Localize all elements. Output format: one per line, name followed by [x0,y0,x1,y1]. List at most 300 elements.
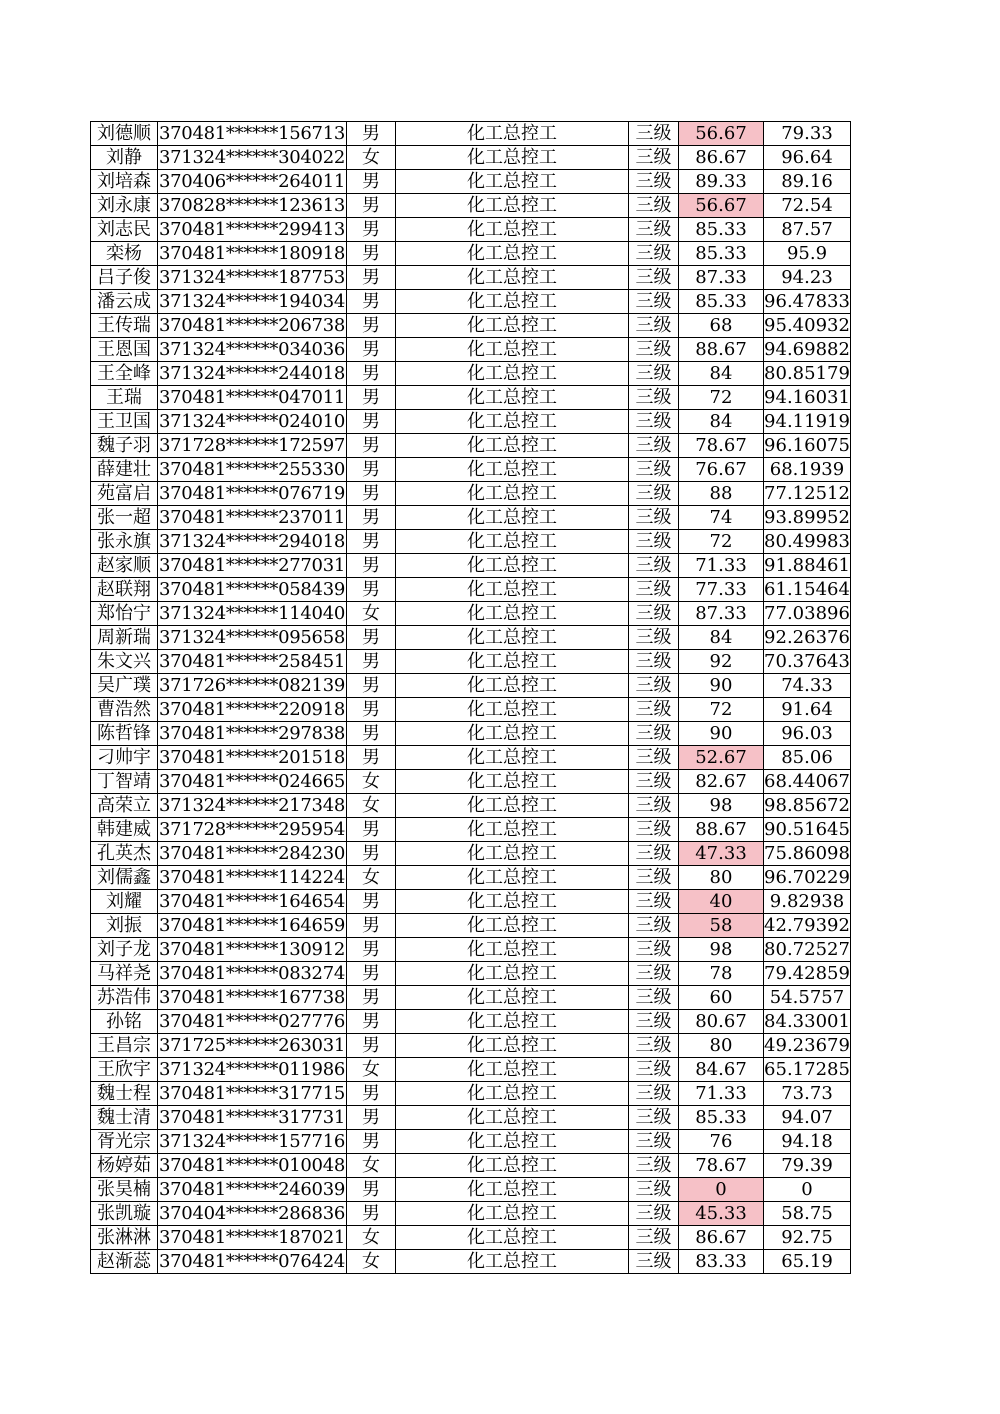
cell-name: 曹浩然 [91,698,158,722]
cell-id-number: 370481******299413 [158,218,346,240]
table-row [91,1226,851,1250]
table-row [91,554,851,578]
cell-name: 张一超 [91,506,158,530]
cell-theory-score: 76 [679,1130,764,1154]
cell-name: 刘永康 [91,194,158,218]
cell-practical-score: 85.06 [764,746,851,770]
cell-practical-score: 0 [764,1178,851,1202]
cell-occupation: 化工总控工 [396,362,629,386]
cell-theory-score: 85.33 [679,218,764,242]
cell-level: 三级 [629,1202,679,1226]
cell-gender: 男 [347,554,396,578]
table-row [91,1154,851,1178]
cell-gender: 男 [347,362,396,386]
table-row [91,938,851,962]
cell-id-number: 370481******246039 [158,1178,346,1200]
cell-gender: 男 [347,122,396,146]
cell-id-number: 370481******114224 [158,866,346,888]
cell-gender: 男 [347,290,396,314]
cell-id-number: 370481******027776 [158,1010,346,1032]
cell-gender: 男 [347,1178,396,1202]
cell-occupation: 化工总控工 [396,266,629,290]
cell-level: 三级 [629,794,679,818]
cell-theory-score: 68 [679,314,764,338]
cell-level: 三级 [629,338,679,362]
cell-gender: 男 [347,842,396,866]
cell-practical-score: 96.47833 [764,290,850,312]
cell-practical-score: 94.16031 [764,386,850,408]
cell-practical-score: 80.85179 [764,362,850,384]
cell-level: 三级 [629,1178,679,1202]
cell-occupation: 化工总控工 [396,602,629,626]
cell-theory-score: 92 [679,650,764,674]
table-row [91,1034,851,1058]
cell-id-number: 370481******255330 [158,458,346,480]
cell-occupation: 化工总控工 [396,650,629,674]
cell-gender: 男 [347,722,396,746]
cell-gender: 男 [347,314,396,338]
cell-theory-score: 80.67 [679,1010,764,1034]
cell-gender: 女 [347,1226,396,1250]
table-row [91,1178,851,1202]
cell-theory-score: 72 [679,386,764,410]
cell-practical-score: 96.16075 [764,434,850,456]
cell-name: 张凯璇 [91,1202,158,1226]
cell-id-number: 370481******058439 [158,578,346,600]
cell-theory-score: 82.67 [679,770,764,794]
score-table [90,121,851,1274]
cell-theory-score: 84 [679,362,764,386]
cell-gender: 男 [347,266,396,290]
cell-gender: 男 [347,938,396,962]
table-row [91,698,851,722]
cell-name: 刘耀 [91,890,158,914]
table-row [91,986,851,1010]
table-row [91,338,851,362]
table-row [91,362,851,386]
cell-id-number: 370481******201518 [158,746,346,768]
cell-gender: 女 [347,1058,396,1082]
cell-level: 三级 [629,722,679,746]
cell-gender: 男 [347,674,396,698]
cell-gender: 男 [347,962,396,986]
cell-gender: 男 [347,170,396,194]
cell-theory-score: 52.67 [679,746,764,770]
cell-name: 王瑞 [91,386,158,410]
cell-level: 三级 [629,1106,679,1130]
cell-practical-score: 54.5757 [764,986,851,1010]
cell-level: 三级 [629,1010,679,1034]
cell-practical-score: 93.89952 [764,506,850,528]
cell-id-number: 370481******284230 [158,842,346,864]
cell-practical-score: 61.15464 [764,578,850,600]
cell-gender: 男 [347,506,396,530]
table-row [91,962,851,986]
cell-id-number: 371324******034036 [158,338,346,360]
cell-practical-score: 91.88461 [764,554,850,576]
table-row [91,770,851,794]
cell-occupation: 化工总控工 [396,458,629,482]
cell-practical-score: 89.16 [764,170,851,194]
cell-practical-score: 77.03896 [764,602,850,624]
cell-id-number: 371324******194034 [158,290,346,312]
cell-occupation: 化工总控工 [396,338,629,362]
cell-level: 三级 [629,146,679,170]
cell-id-number: 371728******295954 [158,818,346,840]
cell-theory-score: 98 [679,938,764,962]
cell-name: 郑怡宁 [91,602,158,626]
table-row [91,122,851,146]
cell-occupation: 化工总控工 [396,1130,629,1154]
cell-name: 高荣立 [91,794,158,818]
cell-practical-score: 94.69882 [764,338,850,360]
cell-level: 三级 [629,290,679,314]
cell-practical-score: 95.9 [764,242,851,266]
table-row [91,626,851,650]
cell-level: 三级 [629,122,679,146]
cell-theory-score: 85.33 [679,1106,764,1130]
cell-occupation: 化工总控工 [396,146,629,170]
cell-id-number: 370481******237011 [158,506,346,528]
cell-gender: 男 [347,458,396,482]
cell-practical-score: 98.85672 [764,794,850,816]
cell-occupation: 化工总控工 [396,242,629,266]
cell-occupation: 化工总控工 [396,1202,629,1226]
cell-name: 刘子龙 [91,938,158,962]
cell-occupation: 化工总控工 [396,1178,629,1202]
cell-id-number: 370406******264011 [158,170,346,192]
table-row [91,218,851,242]
cell-name: 刘静 [91,146,158,170]
cell-gender: 男 [347,338,396,362]
table-row [91,506,851,530]
cell-occupation: 化工总控工 [396,578,629,602]
cell-name: 胥光宗 [91,1130,158,1154]
cell-occupation: 化工总控工 [396,482,629,506]
cell-name: 韩建威 [91,818,158,842]
cell-name: 赵家顺 [91,554,158,578]
cell-gender: 女 [347,866,396,890]
cell-practical-score: 77.12512 [764,482,850,504]
cell-theory-score: 88.67 [679,338,764,362]
cell-theory-score: 98 [679,794,764,818]
table-row [91,434,851,458]
cell-gender: 男 [347,890,396,914]
cell-name: 丁智靖 [91,770,158,794]
cell-occupation: 化工总控工 [396,746,629,770]
cell-level: 三级 [629,458,679,482]
table-row [91,170,851,194]
cell-occupation: 化工总控工 [396,1058,629,1082]
cell-gender: 女 [347,1250,396,1274]
cell-id-number: 370481******277031 [158,554,346,576]
cell-theory-score: 60 [679,986,764,1010]
table-row [91,1250,851,1274]
table-row [91,842,851,866]
cell-theory-score: 56.67 [679,122,764,146]
cell-gender: 男 [347,914,396,938]
cell-gender: 男 [347,1082,396,1106]
cell-theory-score: 88.67 [679,818,764,842]
cell-level: 三级 [629,602,679,626]
cell-name: 魏士清 [91,1106,158,1130]
cell-practical-score: 65.19 [764,1250,851,1274]
table-row [91,410,851,434]
cell-name: 刁帅宇 [91,746,158,770]
cell-occupation: 化工总控工 [396,698,629,722]
cell-id-number: 371324******157716 [158,1130,346,1152]
cell-name: 赵渐蕊 [91,1250,158,1274]
cell-practical-score: 94.07 [764,1106,851,1130]
cell-theory-score: 84.67 [679,1058,764,1082]
cell-theory-score: 84 [679,410,764,434]
cell-id-number: 371324******024010 [158,410,346,432]
cell-practical-score: 84.33001 [764,1010,850,1032]
cell-occupation: 化工总控工 [396,722,629,746]
cell-name: 张淋淋 [91,1226,158,1250]
table-row [91,866,851,890]
cell-name: 王卫国 [91,410,158,434]
cell-gender: 男 [347,1034,396,1058]
cell-id-number: 370481******167738 [158,986,346,1008]
cell-theory-score: 87.33 [679,602,764,626]
cell-gender: 男 [347,194,396,218]
cell-level: 三级 [629,218,679,242]
cell-theory-score: 87.33 [679,266,764,290]
cell-practical-score: 92.26376 [764,626,850,648]
cell-id-number: 370481******076424 [158,1250,346,1272]
cell-name: 潘云成 [91,290,158,314]
cell-theory-score: 76.67 [679,458,764,482]
cell-id-number: 371324******011986 [158,1058,346,1080]
cell-occupation: 化工总控工 [396,506,629,530]
cell-gender: 男 [347,530,396,554]
cell-id-number: 370481******317731 [158,1106,346,1128]
cell-id-number: 371728******172597 [158,434,346,456]
cell-name: 魏士程 [91,1082,158,1106]
cell-occupation: 化工总控工 [396,794,629,818]
cell-theory-score: 78.67 [679,1154,764,1178]
cell-practical-score: 96.03 [764,722,851,746]
cell-theory-score: 77.33 [679,578,764,602]
cell-occupation: 化工总控工 [396,914,629,938]
cell-theory-score: 90 [679,674,764,698]
cell-occupation: 化工总控工 [396,770,629,794]
cell-theory-score: 90 [679,722,764,746]
cell-level: 三级 [629,698,679,722]
cell-id-number: 371725******263031 [158,1034,346,1056]
cell-id-number: 370481******076719 [158,482,346,504]
cell-level: 三级 [629,746,679,770]
cell-level: 三级 [629,938,679,962]
cell-level: 三级 [629,242,679,266]
table-row [91,674,851,698]
cell-level: 三级 [629,530,679,554]
table-row [91,482,851,506]
table-row [91,794,851,818]
cell-practical-score: 95.40932 [764,314,850,336]
cell-theory-score: 78 [679,962,764,986]
cell-name: 王昌宗 [91,1034,158,1058]
cell-id-number: 370481******024665 [158,770,346,792]
cell-occupation: 化工总控工 [396,1010,629,1034]
cell-practical-score: 80.72527 [764,938,850,960]
cell-level: 三级 [629,1130,679,1154]
cell-id-number: 370481******047011 [158,386,346,408]
cell-practical-score: 92.75 [764,1226,851,1250]
cell-practical-score: 70.37643 [764,650,850,672]
cell-gender: 男 [347,698,396,722]
cell-practical-score: 9.82938 [764,890,851,914]
cell-gender: 女 [347,602,396,626]
cell-theory-score: 80 [679,1034,764,1058]
cell-level: 三级 [629,386,679,410]
cell-practical-score: 87.57 [764,218,851,242]
cell-name: 王欣宇 [91,1058,158,1082]
cell-gender: 女 [347,1154,396,1178]
cell-name: 赵联翔 [91,578,158,602]
cell-level: 三级 [629,506,679,530]
cell-practical-score: 65.17285 [764,1058,850,1080]
table-row [91,1010,851,1034]
table-row [91,914,851,938]
cell-level: 三级 [629,626,679,650]
cell-id-number: 370404******286836 [158,1202,346,1224]
cell-practical-score: 79.33 [764,122,851,146]
cell-gender: 男 [347,746,396,770]
cell-occupation: 化工总控工 [396,170,629,194]
cell-name: 苑富启 [91,482,158,506]
cell-theory-score: 85.33 [679,290,764,314]
cell-theory-score: 80 [679,866,764,890]
cell-level: 三级 [629,650,679,674]
table-row [91,722,851,746]
table-row [91,1082,851,1106]
cell-level: 三级 [629,578,679,602]
cell-practical-score: 73.73 [764,1082,851,1106]
cell-id-number: 371726******082139 [158,674,346,696]
cell-occupation: 化工总控工 [396,122,629,146]
cell-theory-score: 89.33 [679,170,764,194]
cell-name: 朱文兴 [91,650,158,674]
cell-level: 三级 [629,890,679,914]
cell-occupation: 化工总控工 [396,962,629,986]
cell-id-number: 370481******156713 [158,122,346,144]
cell-id-number: 370481******317715 [158,1082,346,1104]
cell-gender: 男 [347,650,396,674]
cell-gender: 男 [347,578,396,602]
table-row [91,458,851,482]
cell-theory-score: 71.33 [679,1082,764,1106]
table-row [91,602,851,626]
cell-theory-score: 84 [679,626,764,650]
cell-name: 刘志民 [91,218,158,242]
cell-practical-score: 94.11919 [764,410,850,432]
cell-theory-score: 47.33 [679,842,764,866]
cell-name: 栾杨 [91,242,158,266]
cell-level: 三级 [629,434,679,458]
cell-occupation: 化工总控工 [396,386,629,410]
cell-practical-score: 94.23 [764,266,851,290]
cell-occupation: 化工总控工 [396,1226,629,1250]
cell-name: 苏浩伟 [91,986,158,1010]
cell-name: 杨婷茹 [91,1154,158,1178]
cell-level: 三级 [629,1226,679,1250]
cell-practical-score: 58.75 [764,1202,851,1226]
cell-practical-score: 80.49983 [764,530,850,552]
cell-gender: 男 [347,986,396,1010]
cell-practical-score: 94.18 [764,1130,851,1154]
cell-level: 三级 [629,770,679,794]
cell-level: 三级 [629,674,679,698]
cell-level: 三级 [629,194,679,218]
cell-gender: 男 [347,386,396,410]
cell-occupation: 化工总控工 [396,1154,629,1178]
cell-gender: 女 [347,794,396,818]
table-row [91,386,851,410]
cell-level: 三级 [629,314,679,338]
table-row [91,818,851,842]
table-row [91,242,851,266]
cell-id-number: 370481******010048 [158,1154,346,1176]
cell-theory-score: 72 [679,698,764,722]
cell-theory-score: 71.33 [679,554,764,578]
cell-occupation: 化工总控工 [396,530,629,554]
cell-practical-score: 68.1939 [764,458,851,482]
cell-practical-score: 72.54 [764,194,851,218]
cell-gender: 男 [347,626,396,650]
cell-occupation: 化工总控工 [396,314,629,338]
cell-occupation: 化工总控工 [396,1250,629,1274]
cell-level: 三级 [629,554,679,578]
table-row [91,290,851,314]
cell-id-number: 370481******164654 [158,890,346,912]
cell-theory-score: 45.33 [679,1202,764,1226]
cell-level: 三级 [629,1154,679,1178]
cell-practical-score: 42.79392 [764,914,850,936]
cell-level: 三级 [629,362,679,386]
table-row [91,1058,851,1082]
cell-id-number: 370481******297838 [158,722,346,744]
cell-name: 张永旗 [91,530,158,554]
cell-id-number: 370481******258451 [158,650,346,672]
cell-level: 三级 [629,1250,679,1274]
cell-occupation: 化工总控工 [396,818,629,842]
cell-level: 三级 [629,170,679,194]
cell-id-number: 370481******130912 [158,938,346,960]
cell-occupation: 化工总控工 [396,554,629,578]
cell-occupation: 化工总控工 [396,938,629,962]
cell-practical-score: 90.51645 [764,818,850,840]
table-row [91,890,851,914]
cell-practical-score: 79.39 [764,1154,851,1178]
cell-name: 吕子俊 [91,266,158,290]
cell-theory-score: 85.33 [679,242,764,266]
cell-level: 三级 [629,914,679,938]
cell-name: 王传瑞 [91,314,158,338]
cell-id-number: 370481******083274 [158,962,346,984]
cell-id-number: 371324******095658 [158,626,346,648]
cell-occupation: 化工总控工 [396,674,629,698]
cell-level: 三级 [629,818,679,842]
cell-name: 马祥尧 [91,962,158,986]
cell-occupation: 化工总控工 [396,842,629,866]
cell-name: 周新瑞 [91,626,158,650]
cell-gender: 男 [347,218,396,242]
cell-theory-score: 0 [679,1178,764,1202]
cell-theory-score: 40 [679,890,764,914]
cell-name: 刘儒鑫 [91,866,158,890]
